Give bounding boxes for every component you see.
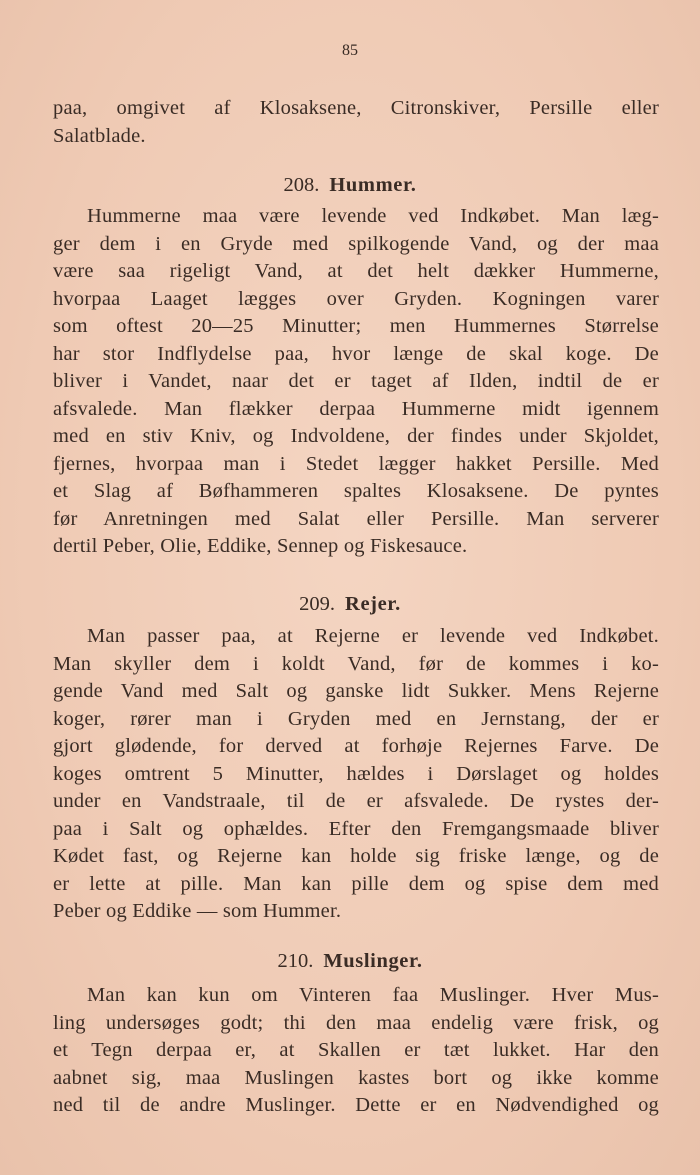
text-line: paa i Salt og ophældes. Efter den Fremgangsmaade bliver [53, 817, 659, 840]
section-title: Rejer. [345, 593, 401, 615]
section-title: Hummer. [329, 174, 417, 196]
text-line: aabnet sig, maa Muslingen kastes bort og ikke komme [53, 1066, 659, 1089]
text-line: er lette at pille. Man kan pille dem og spise dem med [53, 872, 659, 895]
text-line: Hummerne maa være levende ved Indkøbet. Man læg- [87, 205, 659, 227]
text-line: ger dem i en Gryde med spilkogende Vand, og der maa [53, 232, 659, 255]
text-line: gende Vand med Salt og ganske lidt Sukker. Mens Rejerne [53, 680, 659, 702]
text-line: koger, rører man i Gryden med en Jernstang, der er [53, 707, 659, 730]
text-line: gjort glødende, for derved at forhøje Rejernes Farve. De [53, 735, 659, 757]
section-body-hummer [53, 203, 659, 561]
section-body-muslinger [53, 982, 659, 1120]
text-line: Man kan kun om Vinteren faa Muslinger. Hver Mus- [87, 984, 659, 1006]
text-line: Peber og Eddike — som Hummer. [53, 900, 342, 922]
text-line: under en Vandstraale, til de er afsvalede. De rystes der- [53, 790, 659, 812]
text-line: bliver i Vandet, naar det er taget af Ilden, indtil de er [53, 370, 659, 392]
text-line: Kødet fast, og Rejerne kan holde sig friske længe, og de [53, 845, 659, 867]
text-line: Man passer paa, at Rejerne er levende ved Indkøbet. [87, 625, 659, 647]
text-line: paa, omgivet af Klosaksene, Citronskiver, Persille eller [53, 97, 659, 119]
text-line: koges omtrent 5 Minutter, hældes i Dørslaget og holdes [53, 762, 659, 785]
section-heading-muslinger [0, 950, 700, 973]
page-number: 85 [342, 42, 358, 59]
section-number: 208. [283, 174, 320, 196]
text-line: før Anretningen med Salat eller Persille. Man serverer [53, 507, 659, 530]
text-line: med en stiv Kniv, og Indvoldene, der findes under Skjoldet, [53, 425, 659, 447]
text-line: afsvalede. Man flækker derpaa Hummerne midt igennem [53, 397, 659, 420]
text-line: et Tegn derpaa er, at Skallen er tæt lukket. Har den [53, 1039, 659, 1061]
text-line: har stor Indflydelse paa, hvor længe de skal koge. De [53, 342, 659, 365]
text-line: hvorpaa Laaget lægges over Gryden. Kogningen varer [53, 287, 659, 310]
text-line: ned til de andre Muslinger. Dette er en Nødvendighed og [53, 1094, 659, 1116]
text-line: ling undersøges godt; thi den maa endelig være frisk, og [53, 1011, 659, 1034]
section-number: 210. [277, 950, 314, 972]
text-line: være saa rigeligt Vand, at det helt dækker Hummerne, [53, 260, 659, 282]
section-heading-hummer [0, 174, 700, 197]
section-heading-rejer [0, 593, 700, 616]
text-line: som oftest 20—25 Minutter; men Hummernes Størrelse [53, 315, 659, 337]
text-line: et Slag af Bøfhammeren spaltes Klosaksene. De pyntes [53, 480, 659, 502]
section-title: Muslinger. [323, 950, 423, 972]
text-line: dertil Peber, Olie, Eddike, Sennep og Fiskesauce. [53, 535, 468, 557]
text-line: fjernes, hvorpaa man i Stedet lægger hakket Persille. Med [53, 452, 659, 475]
intro-paragraph [53, 95, 659, 150]
section-number: 209. [299, 593, 336, 615]
text-line: Salatblade. [53, 124, 146, 147]
section-body-rejer [53, 623, 659, 926]
text-line: Man skyller dem i koldt Vand, før de kommes i ko- [53, 652, 659, 675]
